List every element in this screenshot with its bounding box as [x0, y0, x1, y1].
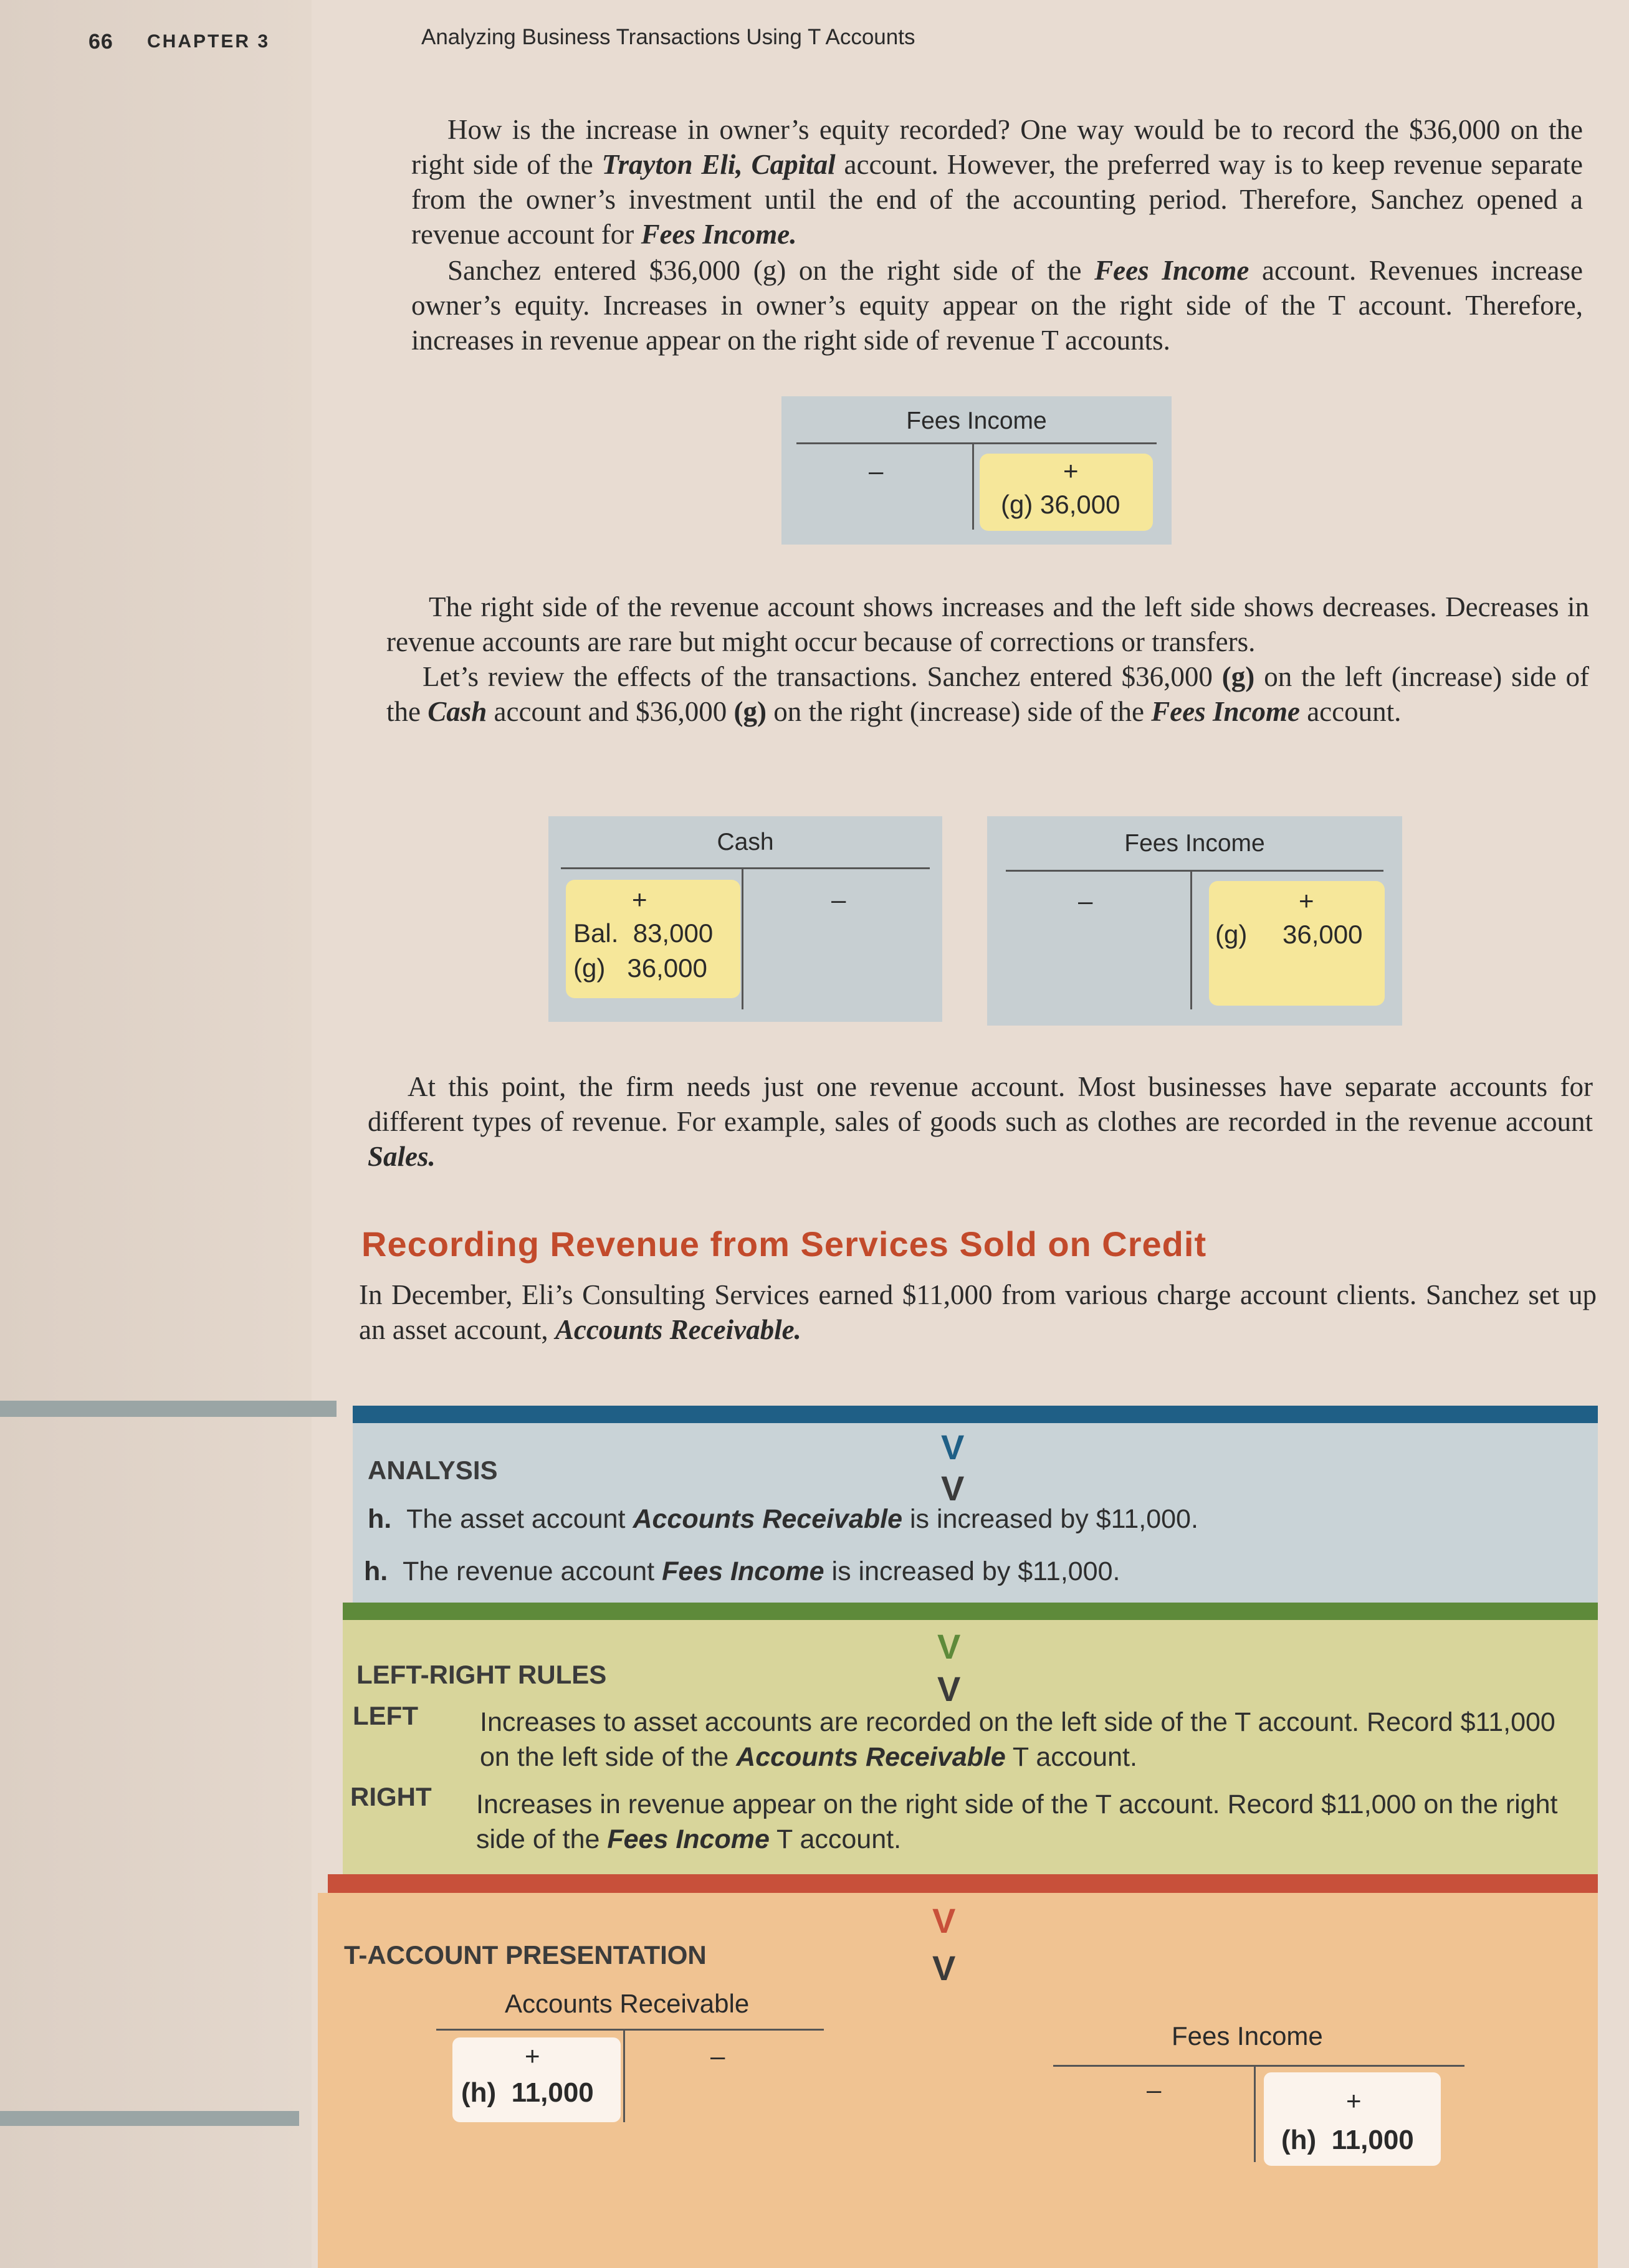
t-account-top-rule — [796, 442, 1157, 444]
t-account-top-rule — [561, 867, 930, 869]
running-title: Analyzing Business Transactions Using T Accounts — [421, 25, 915, 49]
analysis-bar — [353, 1406, 1598, 1423]
ar-credit-sign: – — [710, 2041, 725, 2070]
left-rule-text: Increases to asset accounts are recorded on the left side of the T account. Record $11,000 on the left side of the Accounts Receivable T account. — [480, 1707, 1555, 1772]
section-intro: In December, Eli’s Consulting Services earned $11,000 from various charge account clients. Sanchez set up an asset account, Accounts Receivable. — [359, 1279, 1597, 1345]
debit-entry-g: (g) 36,000 — [573, 953, 707, 983]
analysis-line-1: h. The asset account Accounts Receivable is increased by $11,000. — [368, 1504, 1198, 1534]
page-margin-shadow — [0, 0, 312, 2268]
margin-strip — [0, 1401, 337, 1417]
page-number: 66 — [88, 30, 113, 54]
t-account-title: Fees Income — [1124, 830, 1265, 857]
t-account-fees-income — [781, 396, 1172, 545]
fi-credit-sign: + — [1346, 2086, 1362, 2115]
t-account-cash — [548, 816, 942, 1022]
t-account-divider — [742, 867, 743, 1009]
rules-bar — [343, 1603, 1598, 1620]
chevron-down-icon: V — [932, 1901, 956, 1940]
chevron-down-icon: V — [937, 1669, 961, 1708]
chevron-down-icon: V — [937, 1627, 961, 1666]
right-rule-text: Increases in revenue appear on the right side of the T account. Record $11,000 on the right side of the Fees Income T account. — [476, 1789, 1558, 1854]
debit-sign: + — [632, 885, 647, 914]
credit-sign: + — [1063, 456, 1079, 485]
fi-title: Fees Income — [1172, 2021, 1323, 2051]
presentation-label: T-ACCOUNT PRESENTATION — [344, 1940, 707, 1970]
paragraph-owner-equity: How is the increase in owner’s equity recorded? One way would be to record the $36,000 on the right side of the Trayton Eli, Capital account. However, the preferred way is to keep revenue separate from the owner’s investment until the end of the accounting period. Therefore, Sanchez opened a revenue account for Fees Income. — [411, 114, 1583, 250]
fi-top-rule — [1053, 2065, 1464, 2067]
t-account-title: Fees Income — [906, 407, 1047, 434]
t-account-title: Cash — [717, 829, 774, 855]
paragraph-revenue-sides: The right side of the revenue account shows increases and the left side shows decreases. Decreases in revenue accounts are rare but might occur because of corrections or transfers. — [386, 591, 1589, 657]
credit-sign: – — [831, 885, 846, 914]
chapter-label: CHAPTER 3 — [147, 31, 270, 52]
ar-debit-sign: + — [525, 2041, 540, 2070]
credit-entry: (g) 36,000 — [1001, 490, 1120, 519]
t-account-fees-income-2 — [987, 816, 1402, 1026]
analysis-line-2: h. The revenue account Fees Income is increased by $11,000. — [364, 1556, 1120, 1586]
ar-top-rule — [436, 2029, 824, 2031]
ar-title: Accounts Receivable — [505, 1989, 750, 2018]
right-label: RIGHT — [350, 1782, 432, 1811]
t-account-divider — [972, 442, 974, 530]
chevron-down-icon: V — [932, 1948, 956, 1988]
chevron-down-icon: V — [941, 1427, 965, 1467]
t-account-divider — [1190, 870, 1192, 1009]
debit-sign: – — [1078, 886, 1093, 915]
margin-strip — [0, 2111, 299, 2126]
section-heading: Recording Revenue from Services Sold on Credit — [361, 1224, 1207, 1264]
ar-debit-entry: (h) 11,000 — [461, 2077, 594, 2108]
t-account-top-rule — [1006, 870, 1383, 872]
presentation-bar — [328, 1874, 1598, 1893]
fi-divider — [1254, 2065, 1256, 2162]
ar-divider — [623, 2029, 625, 2122]
credit-entry-label: (g) — [1215, 920, 1248, 949]
fi-credit-entry: (h) 11,000 — [1281, 2125, 1414, 2155]
paragraph-review-effects: Let’s review the effects of the transactions. Sanchez entered $36,000 (g) on the left (increase) side of the Cash account and $36,000 (g) on the right (increase) side of the Fees Income account. — [386, 661, 1590, 727]
credit-entry-value: 36,000 — [1283, 920, 1363, 949]
fi-debit-sign: – — [1147, 2075, 1162, 2104]
credit-sign: + — [1299, 886, 1314, 915]
analysis-label: ANALYSIS — [368, 1456, 498, 1485]
paragraph-separate-accounts: At this point, the firm needs just one revenue account. Most businesses have separate accounts for different types of revenue. For example, sales of goods such as clothes are recorded in the revenue account Sales. — [368, 1071, 1593, 1172]
debit-entry-balance: Bal. 83,000 — [573, 918, 714, 948]
debit-sign: – — [869, 456, 884, 485]
paragraph-fees-entry: Sanchez entered $36,000 (g) on the right side of the Fees Income account. Revenues increase owner’s equity. Increases in owner’s equity appear on the right side of the T account. Therefore, increases in revenue appear on the right side of revenue T accounts. — [411, 255, 1583, 356]
rules-label: LEFT-RIGHT RULES — [356, 1660, 607, 1689]
left-label: LEFT — [353, 1701, 418, 1730]
chevron-down-icon: V — [941, 1469, 965, 1508]
